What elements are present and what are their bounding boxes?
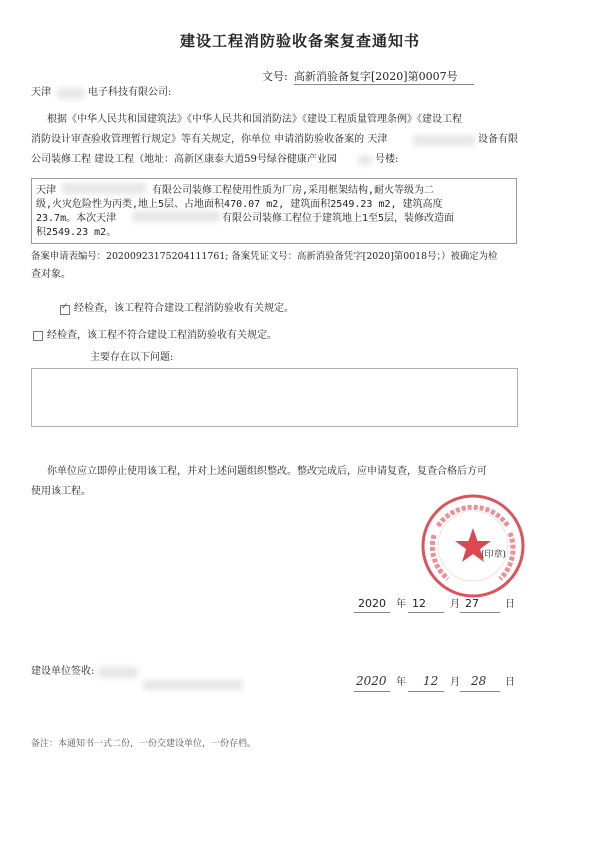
issue-month: 12 (412, 597, 426, 610)
compliant-checkbox[interactable] (60, 305, 70, 315)
sign-year: 2020 (356, 674, 387, 688)
doc-number-value: 高新消验备复字[2020]第0007号 (294, 70, 458, 83)
doc-number-label: 文号: (262, 70, 288, 83)
description-line-1b: 有限公司装修工程使用性质为厂房,采用框架结构,耐火等级为二 (152, 185, 435, 196)
redacted-company-name (413, 135, 475, 146)
issues-label: 主要存在以下问题: (90, 352, 174, 363)
recipient-suffix: 电子科技有限公司: (88, 87, 172, 98)
sign-year-unit: 年 (396, 677, 406, 688)
noncompliant-text: 经检查，该工程不符合建设工程消防验收有关规定。 (47, 330, 277, 341)
day-underline (460, 612, 500, 613)
description-line-1a: 天津 (36, 185, 56, 196)
redacted-company-name (57, 88, 85, 99)
sign-month-unit: 月 (450, 677, 460, 688)
issue-day: 27 (465, 597, 479, 610)
notice-line-2: 使用该工程。 (31, 486, 91, 497)
compliant-text: 经检查，该工程符合建设工程消防验收有关规定。 (74, 303, 294, 314)
issues-box (31, 368, 518, 427)
sign-day-underline (460, 691, 500, 692)
redacted-company-name (132, 211, 220, 222)
issue-year-unit: 年 (396, 599, 406, 610)
issue-month-unit: 月 (450, 599, 460, 610)
body-line-1: 根据《中华人民共和国建筑法》《中华人民共和国消防法》《建设工程质量管理条例》《建设工程 (47, 114, 462, 125)
recipient-prefix: 天津 (31, 87, 51, 98)
description-line-4: 积2549.23 m2。 (36, 227, 117, 238)
seal-label: (印章) (481, 550, 507, 560)
year-underline (354, 612, 390, 613)
issue-year: 2020 (358, 597, 386, 610)
official-seal-stamp (420, 493, 526, 599)
redacted-signature (143, 680, 243, 690)
body-line-2-end: 设备有限 (478, 134, 518, 145)
sign-month: 12 (423, 674, 439, 688)
body-line-3: 公司装修工程 建设工程（地址：高新区康泰大道59号绿谷健康产业园 (31, 154, 337, 165)
redacted-building-number (358, 155, 372, 165)
body-line-3-end: 号楼: (375, 154, 399, 165)
issue-day-unit: 日 (505, 599, 515, 610)
redacted-company-name (62, 183, 146, 194)
application-line-1: 备案申请表编号：202009231752041117​61; 备案凭证文号：高新消验备凭字[2020]第0018号；）被确定为检 (31, 251, 498, 262)
doc-number-underline (294, 84, 474, 85)
document-title: 建设工程消防验收备案复查通知书 (179, 32, 420, 50)
description-line-3b: 有限公司装修工程位于建筑地上1至5层，装修改造面 (222, 213, 455, 224)
footnote: 备注：本通知书一式二份，一份交建设单位，一份存档。 (31, 739, 257, 749)
application-line-2: 查对象。 (31, 269, 71, 280)
redacted-signature (98, 667, 138, 678)
month-underline (408, 612, 444, 613)
sign-year-underline (354, 691, 390, 692)
body-line-2: 消防设计审查验收管理暂行规定》等有关规定，你单位 申请消防验收备案的 天津 (31, 134, 388, 145)
description-line-3a: 23.7m。本次天津 (36, 213, 117, 224)
notice-line-1: 你单位应立即停止使用该工程，并对上述问题组织整改。整改完成后，应申请复查，复查合格后方可 (47, 466, 487, 477)
sign-label: 建设单位签收: (31, 666, 95, 677)
sign-day: 28 (471, 674, 487, 688)
project-description-box (31, 178, 517, 244)
noncompliant-checkbox[interactable] (33, 331, 43, 341)
sign-month-underline (408, 691, 444, 692)
description-line-2: 级,火灾危险性为丙类,地上5层、占地面积470.07 m2, 建筑面积2549.23 m2, 建筑高度 (36, 199, 443, 210)
sign-day-unit: 日 (505, 677, 515, 688)
